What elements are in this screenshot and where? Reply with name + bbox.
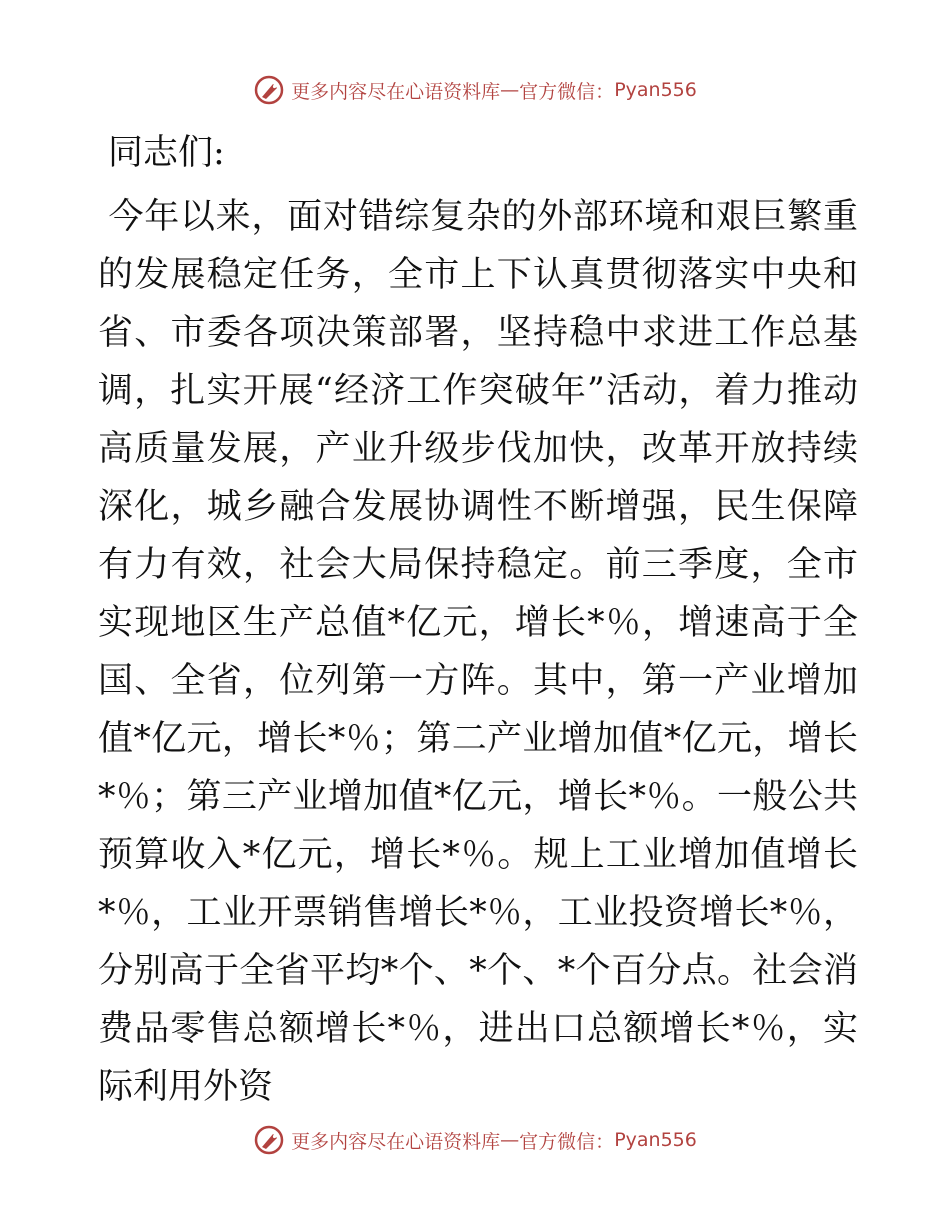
header-site-text: 更多内容尽在心语资料库 [291,80,501,103]
footer-banner [0,1120,950,1160]
footer-site-text: 更多内容尽在心语资料库 [291,1130,501,1153]
document-body [98,120,858,1116]
header-wechat-id: Pyan556 [614,79,697,101]
header-separator: — [500,79,520,101]
header-banner [0,70,950,110]
pen-nib-circle-icon [253,1124,285,1156]
footer-wechat-id: Pyan556 [614,1129,697,1151]
greeting: 同志们: [108,133,225,173]
pen-nib-circle-icon [253,74,285,106]
header-wechat-label: 官方微信： [519,80,615,103]
footer-separator: — [500,1129,520,1151]
footer-wechat-label: 官方微信： [519,1130,615,1153]
body-paragraph: 今年以来，面对错综复杂的外部环境和艰巨繁重的发展稳定任务，全市上下认真贯彻落实中央和省、市委各项决策部署，坚持稳中求进工作总基调，扎实开展“经济工作突破年”活动，着力推动高质量发展，产业升级步伐加快，改革开放持续深化，城乡融合发展协调性不断增强，民生保障有力有效，社会大局保持稳定。前三季度，全市实现地区生产总值*亿元，增长*％，增速高于全国、全省，位列第一方阵。其中，第一产业增加值*亿元，增长*％；第二产业增加值*亿元，增长*％；第三产业增加值*亿元，增长*％。一般公共预算收入*亿元，增长*％。规上工业增加值增长*％，工业开票销售增长*％，工业投资增长*％，分别高于全省平均*个、*个、*个百分点。社会消费品零售总额增长*％，进出口总额增长*％，实际利用外资 [98,197,858,1107]
